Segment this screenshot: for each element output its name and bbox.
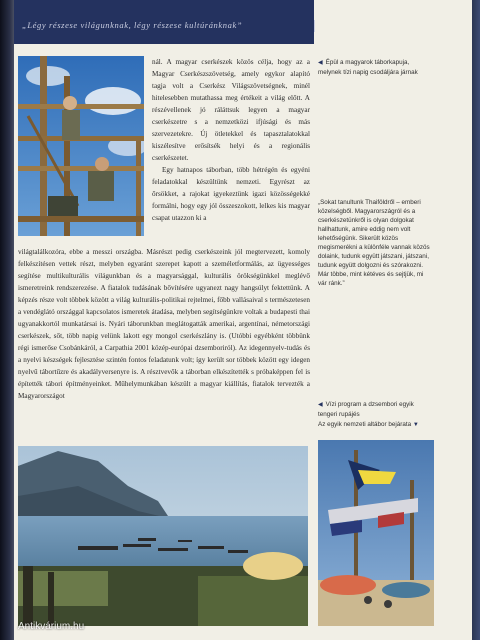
caption-water-program: ◀ Vízi program a dzsembori egyik tengeri rupájés — [318, 401, 414, 418]
book-spine — [0, 0, 14, 640]
header-banner — [14, 0, 314, 44]
watermark-logo: Antikvárium.hu — [18, 621, 85, 632]
photo-subcamp-gate — [318, 440, 434, 626]
photo-lake-boats — [18, 446, 308, 626]
banner-slogan: „Légy részese világunknak, légy részese kultúránknak” — [22, 20, 243, 30]
caption-arrow-icon: ◀ — [318, 402, 323, 408]
paragraph: világtalálkozóra, ebbe a messzi országba. Másrészt pedig cserkészeink jól megtervezett, komoly felkészítésen vettek részt, melyben egyaránt szerepet kapott a személetformálás, az ügyességes segítése multikulturális világunkban és a magyarsággal, kulturális örökségünkkel meglévő ismeretreink rendszerezése. A fiatalok tudásának bővítésére ugyanezt nagy hangsúlyt fektettünk. A képzés része volt többek között a világ kulturális-politikai rejtelmei, főbb vallásaival s természetesen a vendéglátó országgal kapcsolatos ismeretek átadása, melyben segítségünkre voltak a budapesti thai ugyanakkortól munkatársai is. Nyári táborunkban meglátogatták amerikai, argentínai, németországi cserkészek, sőt, több napig velünk lakott egy mongol cserkészlány is. (Utóbbi egyébként többünk régi ismerőse Csobánkáról, a Carpathia 2001 közép-európai dzsemboriról). Az idegennyelv-tudás és a nyelvi készségek fejlesztése szintén fontos feladatunk volt; így került sor többek között egy idegen nyelvű tábortűzre és akadályversenyre is. A résztvevők a táborban elkészítették s próbaképpen fel is építették tábori építményeinket. Műhelymunkában készült a magyar kiállítás, fiatalok tervezték a Magyarországot — [18, 248, 310, 400]
book-edge — [472, 0, 480, 640]
caption-arrow-down-icon: ▼ — [412, 422, 419, 428]
article-text-top — [152, 56, 310, 224]
paragraph: nál. A magyar cserkészek közös célja, hogy az a Magyar Cserkészszövetség, amely egykor alapító tagja volt a Cserkész Világszövetségnek, minél hitelesebben mutathassa meg értékeit a világ előtt. A részévellenek jó ráláttsuk legyen a magyar cserkészetre s a nemzetközi ifjúsági és más szervezetekre. Új ötletekkel és tapasztalatokkal kiszélesítve erősítsék helyi és a regionális cserkészetet. — [152, 58, 310, 162]
banner-divider — [314, 20, 315, 32]
paragraph: Egy hatnapos táborban, több hétrégén és egyéni feladatokkal készültünk nemzeti. Egyrészt az őrsökket, a rajokat igyekeztünk igazi közösségekké formálni, hogy egy jól összeszokott, lelkes kis magyar csapat utazzon ki a — [152, 166, 310, 222]
caption-arrow-icon: ◀ — [318, 60, 323, 66]
photo-gate-construction — [18, 56, 144, 236]
article-text-body — [18, 246, 310, 402]
book-page — [14, 0, 472, 640]
quote-box: „Sokat tanultunk Thaiföldről – emberi közelségből. Magyarországról és a cserkészetünkről is olyan dolgokat hallhattunk, amire eddig nem volt lehetőségünk. Sikerült közös megismerékni a különféle vannak közös dolaink, tudunk együtt játszani, játszani, tudunk együtt dolgozni és szórakozni. Már többe, mint kétéves és sejtjük, mi vár ránk.” — [318, 199, 430, 287]
caption-subcamp-gate: Az egyik nemzeti altábor bejárata ▼ — [318, 421, 419, 428]
caption-gate: ◀ Épül a magyarok táborkapuja, melynek tízi napig csodáljára járnak — [318, 59, 418, 76]
